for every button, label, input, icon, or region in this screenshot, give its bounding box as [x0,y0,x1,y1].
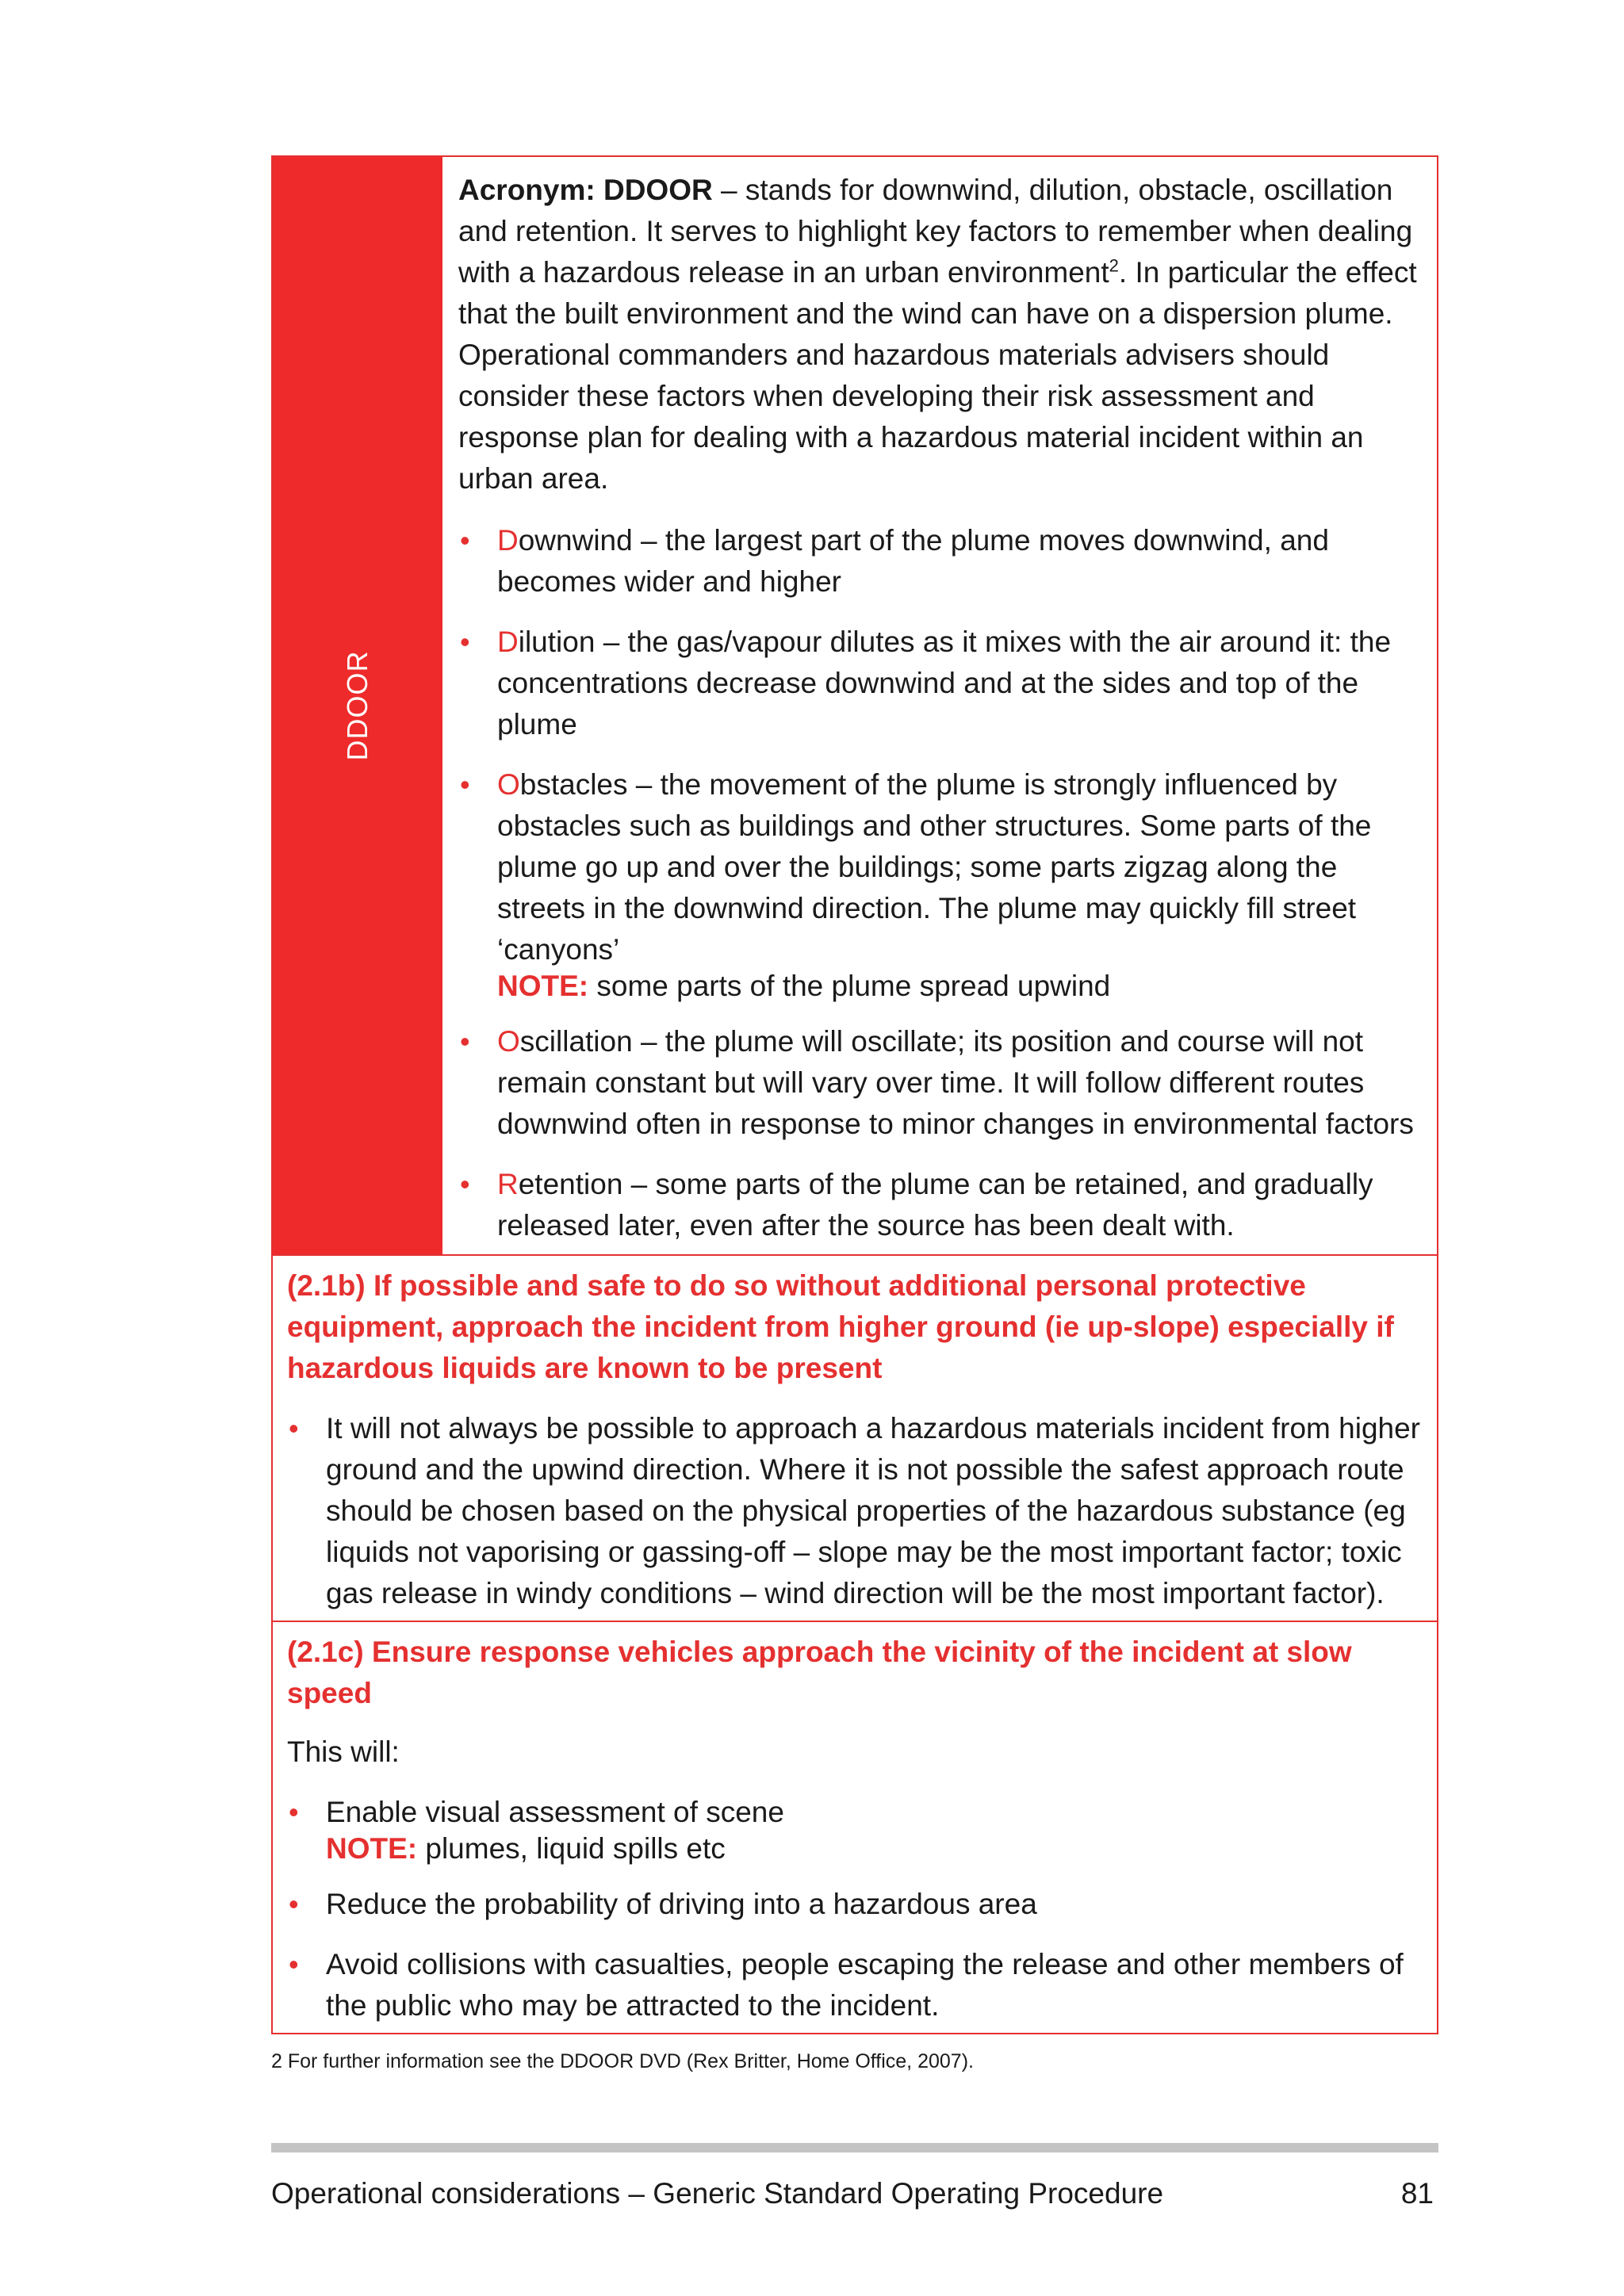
list-item [287,1408,1423,1614]
item-text: scillation – the plume will oscillate; its position and course will not remain constant but will vary over time. It will follow different routes downwind often in response to minor changes in environmental factors [497,1025,1414,1140]
list-item [287,1944,1423,2026]
list-item-obstacles [458,764,1421,970]
bullet-icon: • [460,768,470,801]
item-letter: O [497,1025,520,1058]
footer-title: Operational considerations – Generic Standard Operating Procedure [271,2177,1164,2210]
ddoor-note [458,966,1421,1007]
item-letter: D [497,626,519,658]
section-2-1b-list [287,1408,1423,1614]
content-table [271,155,1438,2034]
section-2-1b [273,1254,1437,1621]
section-2-1c-list-2 [287,1884,1423,2026]
footer-rule [271,2143,1438,2152]
bullet-icon: • [460,1168,470,1200]
ddoor-list [458,520,1421,970]
list-item-oscillation [458,1021,1421,1145]
section-lead: This will: [287,1735,400,1768]
section-heading: (2.1b) If possible and safe to do so without additional personal protective equipment, approach the incident from higher ground (ie up-slope) especially if hazardous liquids are known to be present [287,1269,1394,1384]
ddoor-list-2 [458,1021,1421,1246]
ddoor-side-cell [273,157,442,1254]
item-letter: O [497,768,520,801]
item-text: It will not always be possible to approach a hazardous materials incident from higher ground and the upwind direction. Where it is not possible the safest approach route should be chosen based on the physical properties of the hazardous substance (eg liquids not vaporising or gassing-off – slope may be the most important factor; toxic gas release in windy conditions – wind direction will be the most important factor). [326,1412,1421,1609]
footnote: 2 For further information see the DDOOR DVD (Rex Britter, Home Office, 2007). [271,2050,974,2072]
item-text: Reduce the probability of driving into a hazardous area [326,1888,1037,1920]
intro-text-2: . In particular the effect that the built environment and the wind can have on a dispersion plume. Operational commanders and hazardous materials advisers should consider these factors when developing their risk assessment and response plan for dealing with a hazardous material incident within an urban area. [458,256,1417,495]
page-number: 81 [1400,2177,1434,2210]
bullet-icon: • [460,626,470,658]
ddoor-row [273,157,1437,1254]
list-item-dilution [458,622,1421,745]
item-text: Avoid collisions with casualties, people escaping the release and other members of the public who may be attracted to the incident. [326,1948,1404,2022]
bullet-icon: • [460,1025,470,1058]
bullet-icon: • [289,1796,299,1828]
item-text: etention – some parts of the plume can be retained, and gradually released later, even after the source has been dealt with. [497,1168,1373,1242]
intro-bold: Acronym: DDOOR [458,174,713,206]
bullet-icon: • [460,524,470,557]
section-note [287,1828,1423,1869]
note-label: NOTE: [497,970,589,1002]
list-item [287,1792,1423,1833]
item-text: ownwind – the largest part of the plume moves downwind, and becomes wider and higher [497,524,1329,598]
bullet-icon: • [289,1412,299,1445]
bullet-icon: • [289,1948,299,1980]
bullet-icon: • [289,1888,299,1920]
footnote-ref: 2 [1109,255,1119,276]
section-2-1c-list [287,1792,1423,1833]
list-item-downwind [458,520,1421,603]
note-label: NOTE: [326,1832,418,1865]
item-text: ilution – the gas/vapour dilutes as it mixes with the air around it: the concentrations decrease downwind and at the sides and top of the plume [497,626,1392,740]
list-item [287,1884,1423,1925]
section-2-1c [273,1621,1437,2033]
intro-text-1: – stands for downwind, dilution, obstacle, oscillation and retention. It serves to highlight key factors to remember when dealing with a hazardous release in an urban environment [458,174,1413,289]
list-item-retention [458,1164,1421,1246]
item-letter: D [497,524,519,557]
ddoor-main-cell [442,157,1437,1254]
note-text: some parts of the plume spread upwind [588,970,1111,1002]
item-text: bstacles – the movement of the plume is strongly influenced by obstacles such as buildings and other structures. Some parts of the plume go up and over the buildings; some parts zigzag along the streets in the downwind direction. The plume may quickly fill street ‘canyons’ [497,768,1372,966]
ddoor-intro [458,170,1421,499]
item-text: Enable visual assessment of scene [326,1796,784,1828]
note-text: plumes, liquid spills etc [417,1832,726,1865]
section-heading: (2.1c) Ensure response vehicles approach the vicinity of the incident at slow speed [287,1636,1352,1709]
ddoor-side-label: DDOOR [341,650,373,761]
item-letter: R [497,1168,519,1200]
